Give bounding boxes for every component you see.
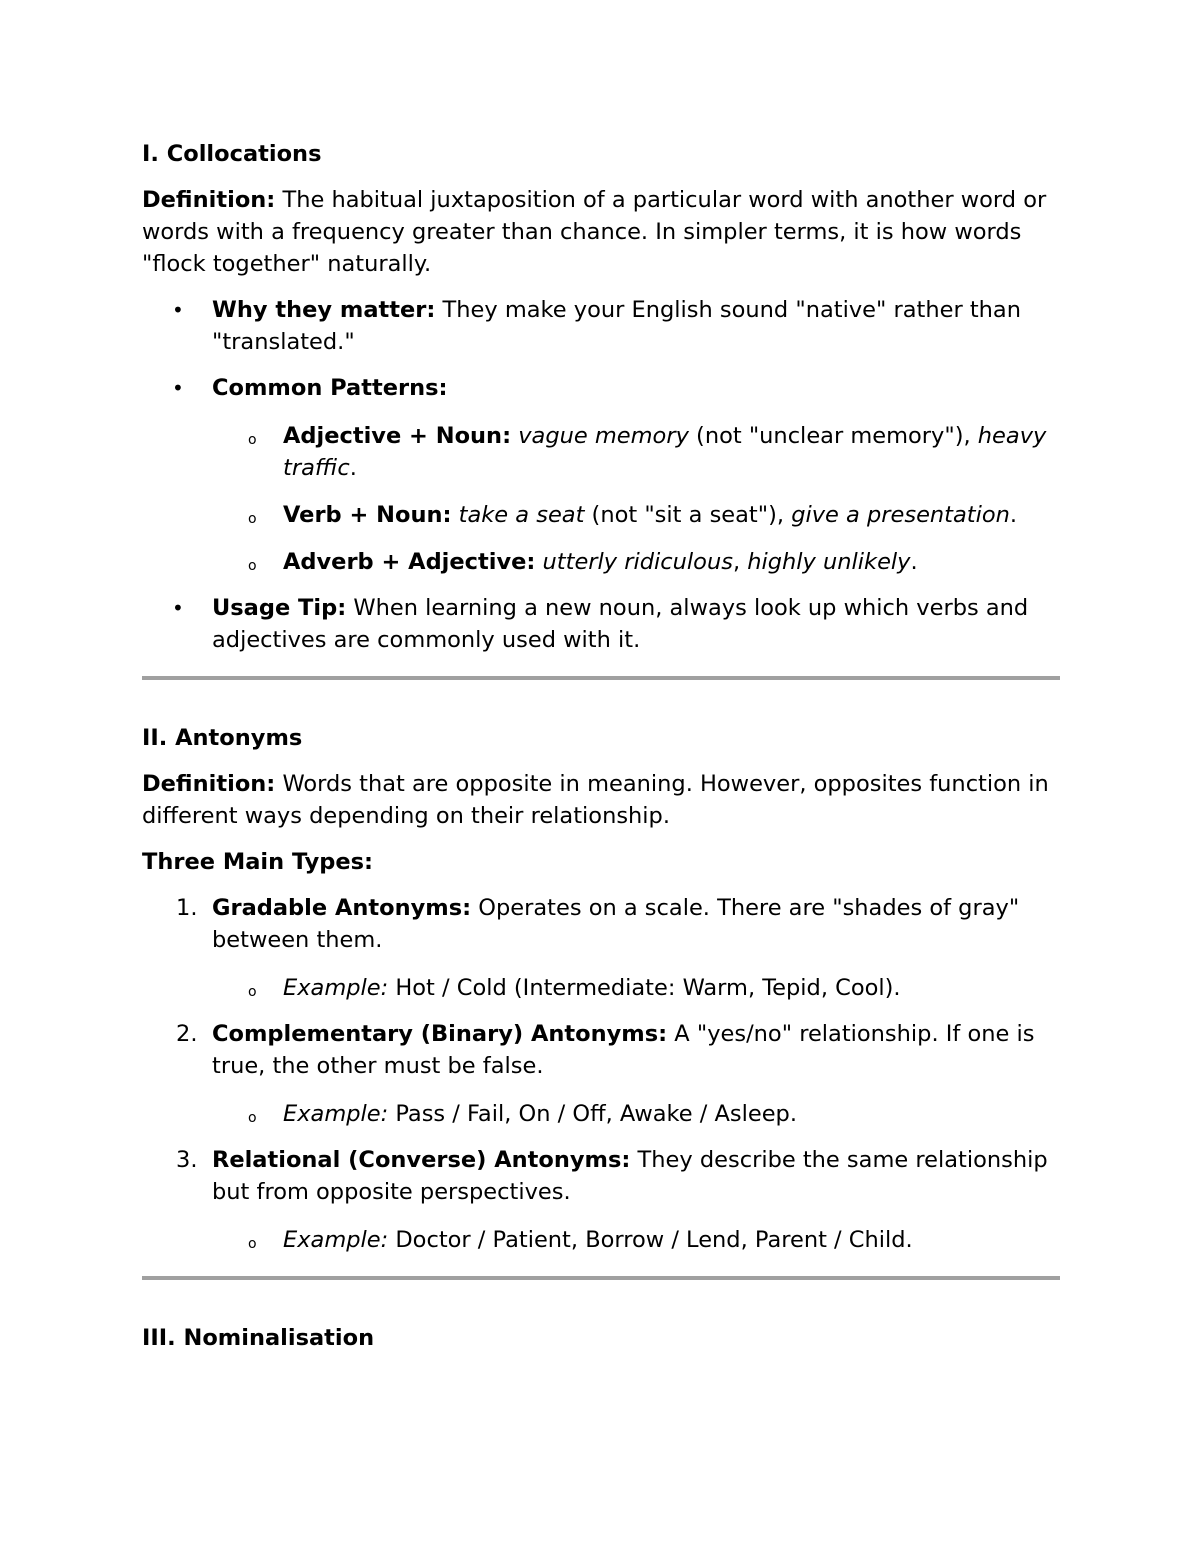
section-heading: I. Collocations [142, 141, 322, 167]
section-heading: III. Nominalisation [142, 1325, 375, 1351]
collocations-bullet-list [142, 294, 1060, 656]
pattern-example: give a presentation [791, 502, 1010, 528]
pattern-label: Verb + Noun: [283, 502, 452, 528]
type-label: Gradable Antonyms: [212, 895, 472, 921]
patterns-sublist [212, 420, 1060, 578]
list-item [142, 546, 1060, 578]
pattern-example: utterly ridiculous [542, 549, 733, 575]
sub-bullet-marker: o [248, 511, 257, 527]
list-item [142, 892, 1060, 1004]
sub-bullet-marker: o [248, 1236, 257, 1252]
example-text: Hot / Cold (Intermediate: Warm, Tepid, Cool). [388, 975, 901, 1001]
number-marker: 2. [176, 1021, 198, 1047]
list-item [142, 372, 1060, 578]
list-item [142, 499, 1060, 531]
pattern-end: . [349, 455, 357, 481]
document-page [142, 138, 1060, 1368]
definition-paragraph [142, 184, 1060, 280]
type-label: Relational (Converse) Antonyms: [212, 1147, 631, 1173]
type-text: A "yes/no" relationship. If one is true, the other must be false. [212, 1021, 1035, 1079]
pattern-example: heavy traffic [283, 423, 1047, 481]
pattern-label: Adverb + Adjective: [283, 549, 536, 575]
bullet-marker: • [172, 596, 184, 620]
example-sublist [212, 1224, 1060, 1256]
example-text: Pass / Fail, On / Off, Awake / Asleep. [388, 1101, 797, 1127]
number-marker: 3. [176, 1147, 198, 1173]
definition-label: Definition: [142, 771, 276, 797]
pattern-end: . [910, 549, 918, 575]
bullet-label: Why they matter: [212, 297, 436, 323]
definition-paragraph [142, 768, 1060, 832]
list-item [142, 1098, 1060, 1130]
antonym-types-list [142, 892, 1060, 1256]
type-text: Operates on a scale. There are "shades of gray" between them. [212, 895, 1020, 953]
section-heading: II. Antonyms [142, 725, 303, 751]
number-marker: 1. [176, 895, 198, 921]
type-label: Complementary (Binary) Antonyms: [212, 1021, 668, 1047]
example-text: Doctor / Patient, Borrow / Lend, Parent / Child. [388, 1227, 913, 1253]
definition-text: The habitual juxtaposition of a particular word with another word or words with a frequency greater than chance. In simpler terms, it is how words "flock together" naturally. [142, 187, 1047, 277]
sub-bullet-marker: o [248, 558, 257, 574]
list-item [142, 1224, 1060, 1256]
list-item [142, 294, 1060, 358]
sub-bullet-marker: o [248, 984, 257, 1000]
section-divider [142, 1276, 1060, 1280]
type-text: They describe the same relationship but from opposite perspectives. [212, 1147, 1048, 1205]
sub-bullet-marker: o [248, 432, 257, 448]
pattern-end: . [1009, 502, 1018, 528]
sub-bullet-marker: o [248, 1110, 257, 1126]
definition-text: Words that are opposite in meaning. However, opposites function in different ways depending on their relationship. [142, 771, 1049, 829]
pattern-example: highly unlikely [747, 549, 911, 575]
pattern-example: vague memory [518, 423, 689, 449]
bullet-label: Common Patterns: [212, 375, 448, 401]
section-divider [142, 676, 1060, 680]
pattern-note: (not "sit a seat"), [584, 502, 792, 528]
list-item [142, 972, 1060, 1004]
example-label: Example: [283, 1101, 389, 1127]
bullet-label: Usage Tip: [212, 595, 347, 621]
example-sublist [212, 1098, 1060, 1130]
bullet-marker: • [172, 298, 184, 322]
pattern-example: take a seat [458, 502, 585, 528]
example-sublist [212, 972, 1060, 1004]
list-item [142, 420, 1060, 484]
pattern-note: , [732, 549, 748, 575]
list-item [142, 1144, 1060, 1256]
bullet-text: When learning a new noun, always look up which verbs and adjectives are commonly used with it. [212, 595, 1029, 653]
pattern-note: (not "unclear memory"), [688, 423, 978, 449]
list-item [142, 1018, 1060, 1130]
pattern-label: Adjective + Noun: [283, 423, 512, 449]
bullet-marker: • [172, 376, 184, 400]
types-heading: Three Main Types: [142, 849, 374, 875]
definition-label: Definition: [142, 187, 276, 213]
example-label: Example: [283, 975, 389, 1001]
list-item [142, 592, 1060, 656]
bullet-text: They make your English sound "native" rather than "translated." [212, 297, 1021, 355]
example-label: Example: [283, 1227, 389, 1253]
